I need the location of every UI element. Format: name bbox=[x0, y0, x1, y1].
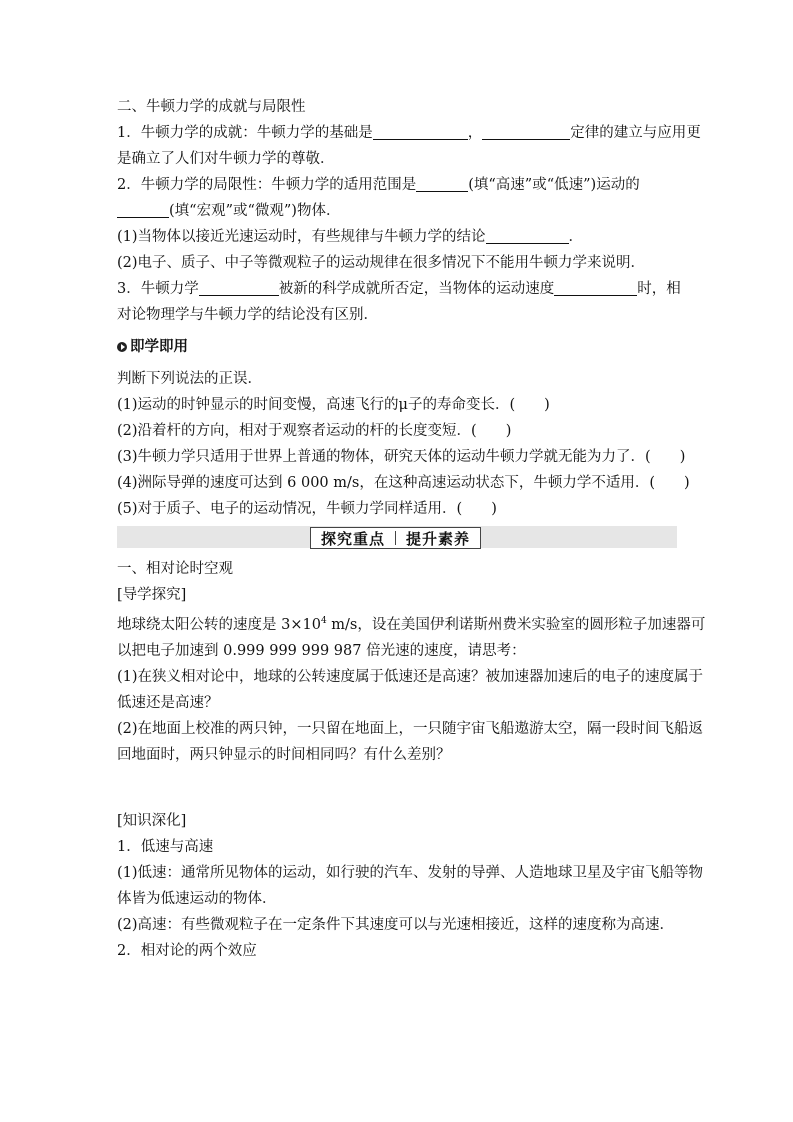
section-heading-newtonian-achievements: 二、牛顿力学的成就与局限性 bbox=[117, 99, 306, 115]
text-segment: 3．牛顿力学 bbox=[117, 281, 199, 297]
paragraph-achievements-line2: 是确立了人们对牛顿力学的尊敬． bbox=[117, 151, 335, 167]
knowledge-point1: 1．低速与高速 bbox=[117, 838, 214, 855]
fill-blank[interactable] bbox=[482, 123, 570, 140]
fill-blank[interactable] bbox=[486, 227, 569, 244]
practice-intro: 判断下列说法的正误． bbox=[117, 371, 262, 387]
banner-box bbox=[310, 527, 481, 549]
text-segment: 定律的建立与应用更 bbox=[570, 125, 701, 141]
paragraph-limitations-line2 bbox=[117, 198, 677, 224]
text-segment: m/s，设在美国伊利诺斯州费米实验室的圆形粒子加速器可 bbox=[326, 616, 706, 633]
guide-label: [导学探究] bbox=[117, 587, 187, 603]
fill-blank[interactable] bbox=[117, 201, 169, 218]
text-segment: (填“高速”或“低速”)运动的 bbox=[468, 177, 640, 193]
paragraph-limitations-item2: (2)电子、质子、中子等微观粒子的运动规律在很多情况下不能用牛顿力学来说明． bbox=[117, 255, 646, 271]
practice-item: (5)对于质子、电子的运动情况，牛顿力学同样适用．( ) bbox=[117, 501, 497, 517]
paragraph-point3-line1 bbox=[117, 276, 681, 302]
question2-line1: (2)在地面上校准的两只钟，一只留在地面上，一只随宇宙飞船遨游太空，隔一段时间飞船返 bbox=[117, 720, 704, 737]
fill-blank[interactable] bbox=[554, 279, 637, 296]
knowledge-point1-high: (2)高速：有些微观粒子在一定条件下其速度可以与光速相接近，这样的速度称为高速． bbox=[117, 916, 675, 933]
document-page bbox=[117, 94, 706, 964]
banner-right-text: 提升素养 bbox=[406, 529, 471, 548]
play-circle-icon bbox=[117, 342, 127, 352]
practice-title: 即学即用 bbox=[130, 339, 188, 355]
text-segment: 被新的科学成就所否定，当物体的运动速度 bbox=[278, 281, 555, 297]
fill-blank[interactable] bbox=[373, 123, 468, 140]
text-segment: (1)当物体以接近光速运动时，有些规律与牛顿力学的结论 bbox=[117, 229, 486, 245]
deepening-label: [知识深化] bbox=[117, 812, 187, 829]
question1-line2: 低速还是高速？ bbox=[117, 694, 219, 711]
paragraph-limitations-item1 bbox=[117, 224, 677, 250]
paragraph-limitations-line1 bbox=[117, 172, 677, 198]
question2-line2: 回地面时，两只钟显示的时间相同吗？有什么差别？ bbox=[117, 746, 451, 763]
practice-item: (1)运动的时钟显示的时间变慢，高速飞行的μ子的寿命变长．( ) bbox=[117, 397, 550, 413]
text-segment: 2．牛顿力学的局限性：牛顿力学的适用范围是 bbox=[117, 177, 417, 193]
guide-text-line2: 以把电子加速到 0.999 999 999 987 倍光速的速度，请思考： bbox=[117, 642, 526, 659]
part1-heading: 一、相对论时空观 bbox=[117, 561, 233, 577]
text-segment: 地球绕太阳公转的速度是 3×10 bbox=[117, 616, 321, 633]
fill-blank[interactable] bbox=[199, 279, 279, 296]
practice-item: (4)洲际导弹的速度可达到 6 000 m/s，在这种高速运动状态下，牛顿力学不适用．( ) bbox=[117, 475, 690, 491]
text-segment: ， bbox=[467, 125, 483, 141]
practice-item: (2)沿着杆的方向，相对于观察者运动的杆的长度变短．( ) bbox=[117, 423, 512, 439]
section-banner bbox=[117, 526, 677, 548]
text-segment: (填“宏观”或“微观”)物体． bbox=[169, 203, 341, 219]
text-segment: 1．牛顿力学的成就：牛顿力学的基础是 bbox=[117, 125, 373, 141]
practice-item: (3)牛顿力学只适用于世界上普通的物体，研究天体的运动牛顿力学就无能为力了．( ) bbox=[117, 449, 686, 465]
knowledge-point1-low-line1: (1)低速：通常所见物体的运动，如行驶的汽车、发射的导弹、人造地球卫星及宇宙飞船等物 bbox=[117, 864, 704, 881]
knowledge-point1-low-line2: 体皆为低速运动的物体． bbox=[117, 890, 277, 907]
text-segment: ． bbox=[568, 229, 584, 245]
superscript: 4 bbox=[320, 616, 327, 626]
guide-text-line1 bbox=[117, 608, 706, 638]
text-segment: 时，相 bbox=[637, 281, 681, 297]
paragraph-achievements-line1 bbox=[117, 120, 701, 146]
fill-blank[interactable] bbox=[416, 175, 468, 192]
paragraph-point3-line2: 对论物理学与牛顿力学的结论没有区别． bbox=[117, 307, 378, 323]
banner-left-text: 探究重点 bbox=[321, 529, 386, 548]
knowledge-point2: 2．相对论的两个效应 bbox=[117, 942, 257, 959]
question1-line1: (1)在狭义相对论中，地球的公转速度属于低速还是高速？被加速器加速后的电子的速度属于 bbox=[117, 668, 704, 685]
practice-heading bbox=[117, 334, 677, 360]
